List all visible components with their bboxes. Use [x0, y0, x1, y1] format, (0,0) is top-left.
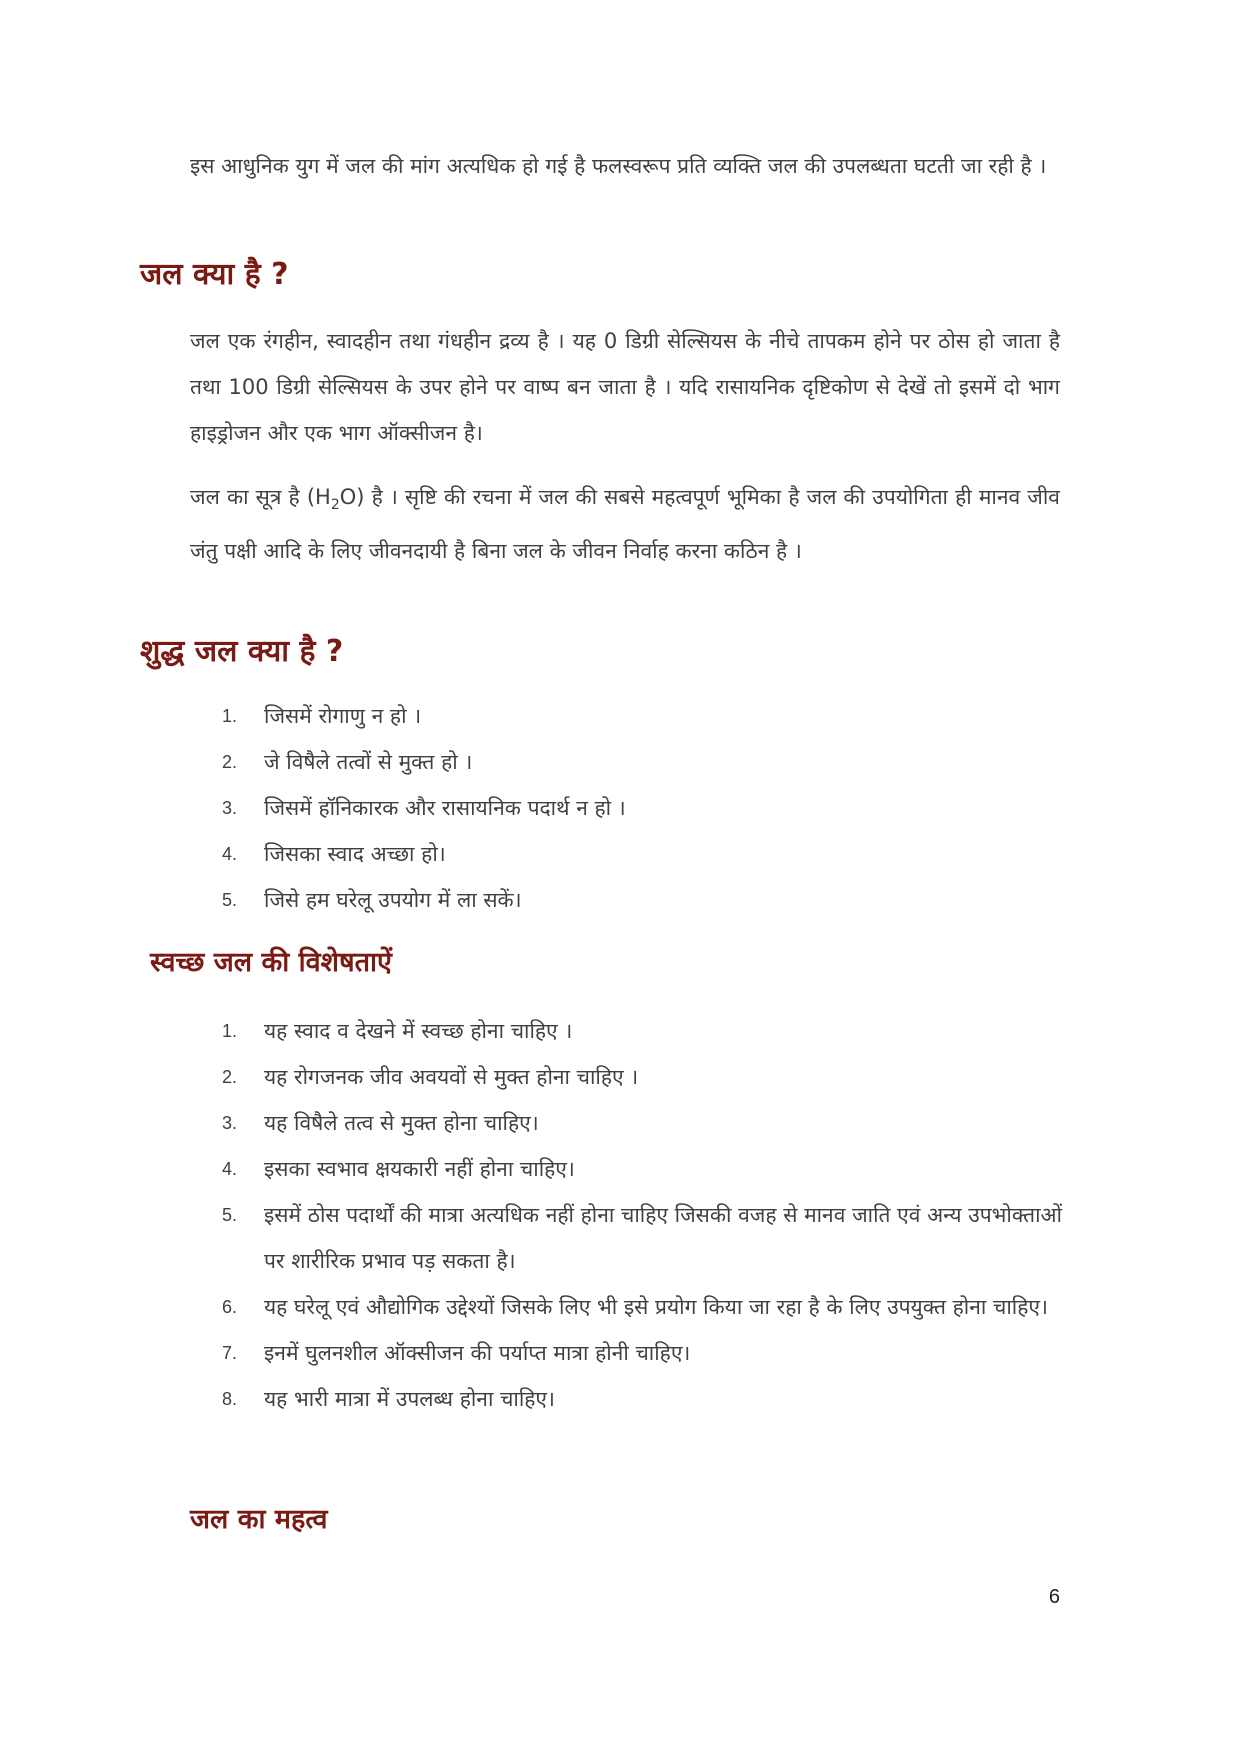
list-item-text: यह भारी मात्रा में उपलब्ध होना चाहिए।: [264, 1387, 556, 1411]
list-item: [222, 1146, 1062, 1192]
list-item-number: 1.: [222, 706, 238, 726]
list-item-text: यह रोगजनक जीव अवयवों से मुक्त होना चाहिए ।: [264, 1065, 639, 1089]
list-item: [222, 1330, 1062, 1376]
list-item-number: 7.: [222, 1343, 238, 1363]
list-item-text: इसमें ठोस पदार्थों की मात्रा अत्यधिक नहीं होना चाहिए जिसकी वजह से मानव जाति एवं अन्य उपभोक्ताओं पर शारीरिक प्रभाव पड़ सकता है।: [264, 1203, 1062, 1273]
formula-subscript: 2: [330, 497, 340, 514]
list-item-text: इनमें घुलनशील ऑक्सीजन की पर्याप्त मात्रा होनी चाहिए।: [264, 1341, 691, 1365]
list-item-text: जिसमें रोगाणु न हो ।: [264, 704, 422, 728]
list-item-number: 5.: [222, 890, 238, 910]
formula-text-before: जल का सूत्र है (H: [190, 485, 331, 509]
list-item-number: 8.: [222, 1389, 238, 1409]
list-item: [222, 1054, 1062, 1100]
heading-clean-water-features: स्वच्छ जल की विशेषताऐं: [150, 947, 392, 978]
list-item-text: जिसका स्वाद अच्छा हो।: [264, 842, 446, 866]
list-item: [222, 1284, 1062, 1330]
list-item: [222, 1376, 1062, 1422]
list-item-text: जे विषैले तत्वों से मुक्त हो ।: [264, 750, 473, 774]
list-item-text: जिसे हम घरेलू उपयोग में ला सकें।: [264, 888, 522, 912]
clean-water-features-list: [222, 1008, 1062, 1422]
list-item-number: 2.: [222, 752, 238, 772]
list-item: [222, 1100, 1062, 1146]
list-item: [222, 877, 1062, 923]
list-item-number: 4.: [222, 844, 238, 864]
water-definition-paragraph: जल एक रंगहीन, स्वादहीन तथा गंधहीन द्रव्य है । यह 0 डिग्री सेल्सियस के नीचे तापकम होने पर ठोस हो जाता है तथा 100 डिग्री सेल्सियस के उपर होने पर वाष्प बन जाता है । यदि रासायनिक दृष्टिकोण से देखें तो इसमें दो भाग हाइड्रोजन और एक भाग ऑक्सीजन है।: [190, 329, 1060, 445]
heading-what-is-pure-water: शुद्ध जल क्या है ?: [140, 634, 344, 669]
list-item-number: 4.: [222, 1159, 238, 1179]
list-item: [222, 831, 1062, 877]
list-item-number: 6.: [222, 1297, 238, 1317]
list-item-number: 1.: [222, 1021, 238, 1041]
heading-what-is-water: जल क्या है ?: [140, 257, 289, 292]
list-item: [222, 739, 1062, 785]
list-item: [222, 693, 1062, 739]
list-item: [222, 1192, 1062, 1284]
pure-water-list: [222, 693, 1062, 923]
list-item: [222, 785, 1062, 831]
list-item-number: 3.: [222, 1113, 238, 1133]
heading-importance-of-water: जल का महत्व: [190, 1504, 328, 1535]
list-item-text: जिसमें हॉनिकारक और रासायनिक पदार्थ न हो ।: [264, 796, 626, 820]
page-number: 6: [1048, 1586, 1060, 1608]
list-item-text: इसका स्वभाव क्षयकारी नहीं होना चाहिए।: [264, 1157, 575, 1181]
intro-paragraph: इस आधुनिक युग में जल की मांग अत्यधिक हो गई है फलस्वरूप प्रति व्यक्ति जल की उपलब्धता घटती जा रही है ।: [190, 154, 1047, 178]
list-item-text: यह विषैले तत्व से मुक्त होना चाहिए।: [264, 1111, 539, 1135]
list-item-number: 5.: [222, 1205, 238, 1225]
water-formula-paragraph: [190, 474, 1060, 574]
list-item-text: यह घरेलू एवं औद्योगिक उद्देश्यों जिसके लिए भी इसे प्रयोग किया जा रहा है के लिए उपयुक्त होना चाहिए।: [264, 1295, 1048, 1319]
list-item-number: 2.: [222, 1067, 238, 1087]
list-item: [222, 1008, 1062, 1054]
formula-text-after: O) है । सृष्टि की रचना में जल की सबसे महत्वपूर्ण भूमिका है जल की उपयोगिता ही मानव जीव जंतु पक्षी आदि के लिए जीवनदायी है बिना जल के जीवन निर्वाह करना कठिन है ।: [190, 485, 1060, 564]
list-item-number: 3.: [222, 798, 238, 818]
list-item-text: यह स्वाद व देखने में स्वच्छ होना चाहिए ।: [264, 1019, 573, 1043]
